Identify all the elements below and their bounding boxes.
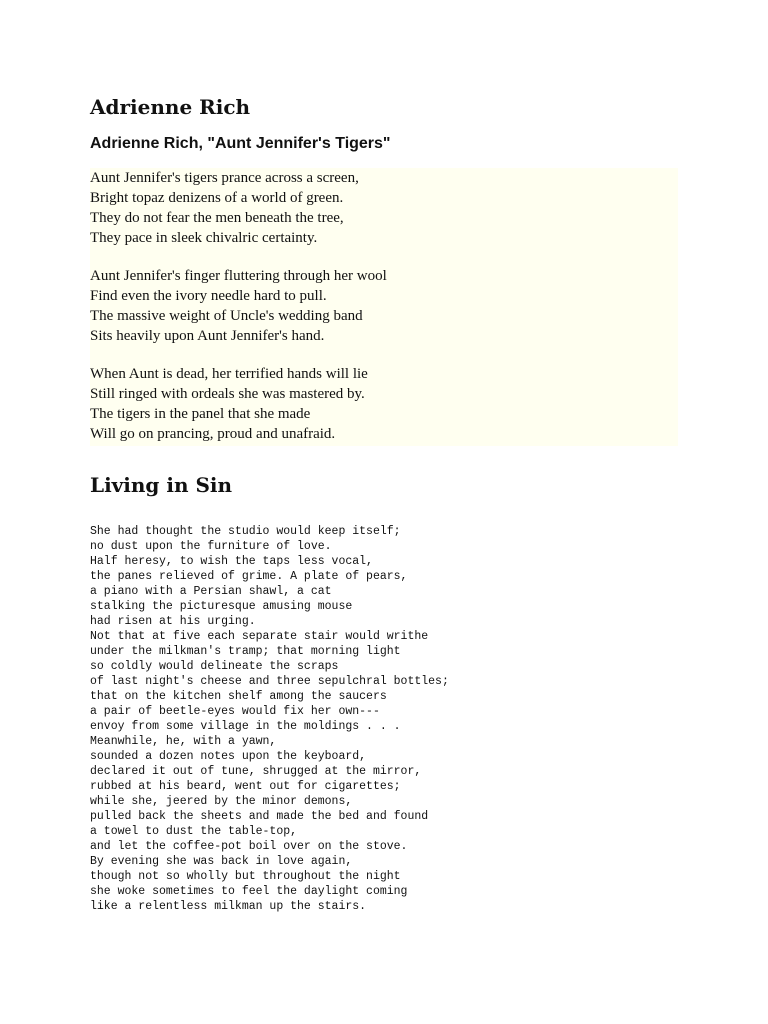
poem-living-in-sin: [90, 524, 678, 914]
poem-line: By evening she was back in love again,: [90, 855, 353, 868]
poem-line: though not so wholly but throughout the night: [90, 870, 401, 883]
poem-title-living-in-sin: Living in Sin: [90, 473, 233, 497]
stanza: [90, 266, 678, 346]
poem-line: of last night's cheese and three sepulchral bottles;: [90, 675, 449, 688]
poem-line: a piano with a Persian shawl, a cat: [90, 585, 332, 598]
poem-line: no dust upon the furniture of love.: [90, 540, 332, 553]
poem-line: so coldly would delineate the scraps: [90, 660, 339, 673]
poem-line: Bright topaz denizens of a world of green.: [90, 190, 344, 206]
poem-line: Meanwhile, he, with a yawn,: [90, 735, 277, 748]
poem-line: The tigers in the panel that she made: [90, 406, 311, 422]
poem-line: Aunt Jennifer's tigers prance across a screen,: [90, 170, 359, 186]
poem-line: envoy from some village in the moldings . . .: [90, 720, 401, 733]
poem-line: stalking the picturesque amusing mouse: [90, 600, 353, 613]
poem-aunt-jennifers-tigers: [90, 168, 678, 446]
poem-line: Still ringed with ordeals she was mastered by.: [90, 386, 365, 402]
poem-line: pulled back the sheets and made the bed and found: [90, 810, 429, 823]
poem-line: Will go on prancing, proud and unafraid.: [90, 426, 336, 442]
poem-line: had risen at his urging.: [90, 615, 256, 628]
poem-line: Find even the ivory needle hard to pull.: [90, 288, 327, 304]
poem-line: a pair of beetle-eyes would fix her own---: [90, 705, 380, 718]
poem-line: Not that at five each separate stair would writhe: [90, 630, 429, 643]
poem-line: like a relentless milkman up the stairs.: [90, 900, 367, 913]
poem-line: and let the coffee-pot boil over on the stove.: [90, 840, 408, 853]
stanza: [90, 168, 678, 248]
poem-line: rubbed at his beard, went out for cigarettes;: [90, 780, 401, 793]
poem-line: under the milkman's tramp; that morning light: [90, 645, 401, 658]
poem-line: They do not fear the men beneath the tree,: [90, 210, 344, 226]
poem-line: They pace in sleek chivalric certainty.: [90, 230, 318, 246]
poem-line: Sits heavily upon Aunt Jennifer's hand.: [90, 328, 325, 344]
poem-line: The massive weight of Uncle's wedding band: [90, 308, 363, 324]
poem-heading-aunt-jennifers-tigers: Adrienne Rich, "Aunt Jennifer's Tigers": [90, 135, 391, 152]
poem-line: while she, jeered by the minor demons,: [90, 795, 353, 808]
poem-line: she woke sometimes to feel the daylight coming: [90, 885, 408, 898]
poem-line: a towel to dust the table-top,: [90, 825, 298, 838]
poem-line: sounded a dozen notes upon the keyboard,: [90, 750, 367, 763]
document-page: [90, 92, 678, 914]
poem-line: that on the kitchen shelf among the saucers: [90, 690, 387, 703]
poem-line: the panes relieved of grime. A plate of pears,: [90, 570, 408, 583]
poem-line: When Aunt is dead, her terrified hands will lie: [90, 366, 368, 382]
page-title: Adrienne Rich: [90, 95, 251, 119]
poem-line: Half heresy, to wish the taps less vocal,: [90, 555, 373, 568]
stanza: [90, 364, 678, 444]
poem-line: Aunt Jennifer's finger fluttering through her wool: [90, 268, 387, 284]
poem-line: She had thought the studio would keep itself;: [90, 525, 401, 538]
poem-line: declared it out of tune, shrugged at the mirror,: [90, 765, 422, 778]
